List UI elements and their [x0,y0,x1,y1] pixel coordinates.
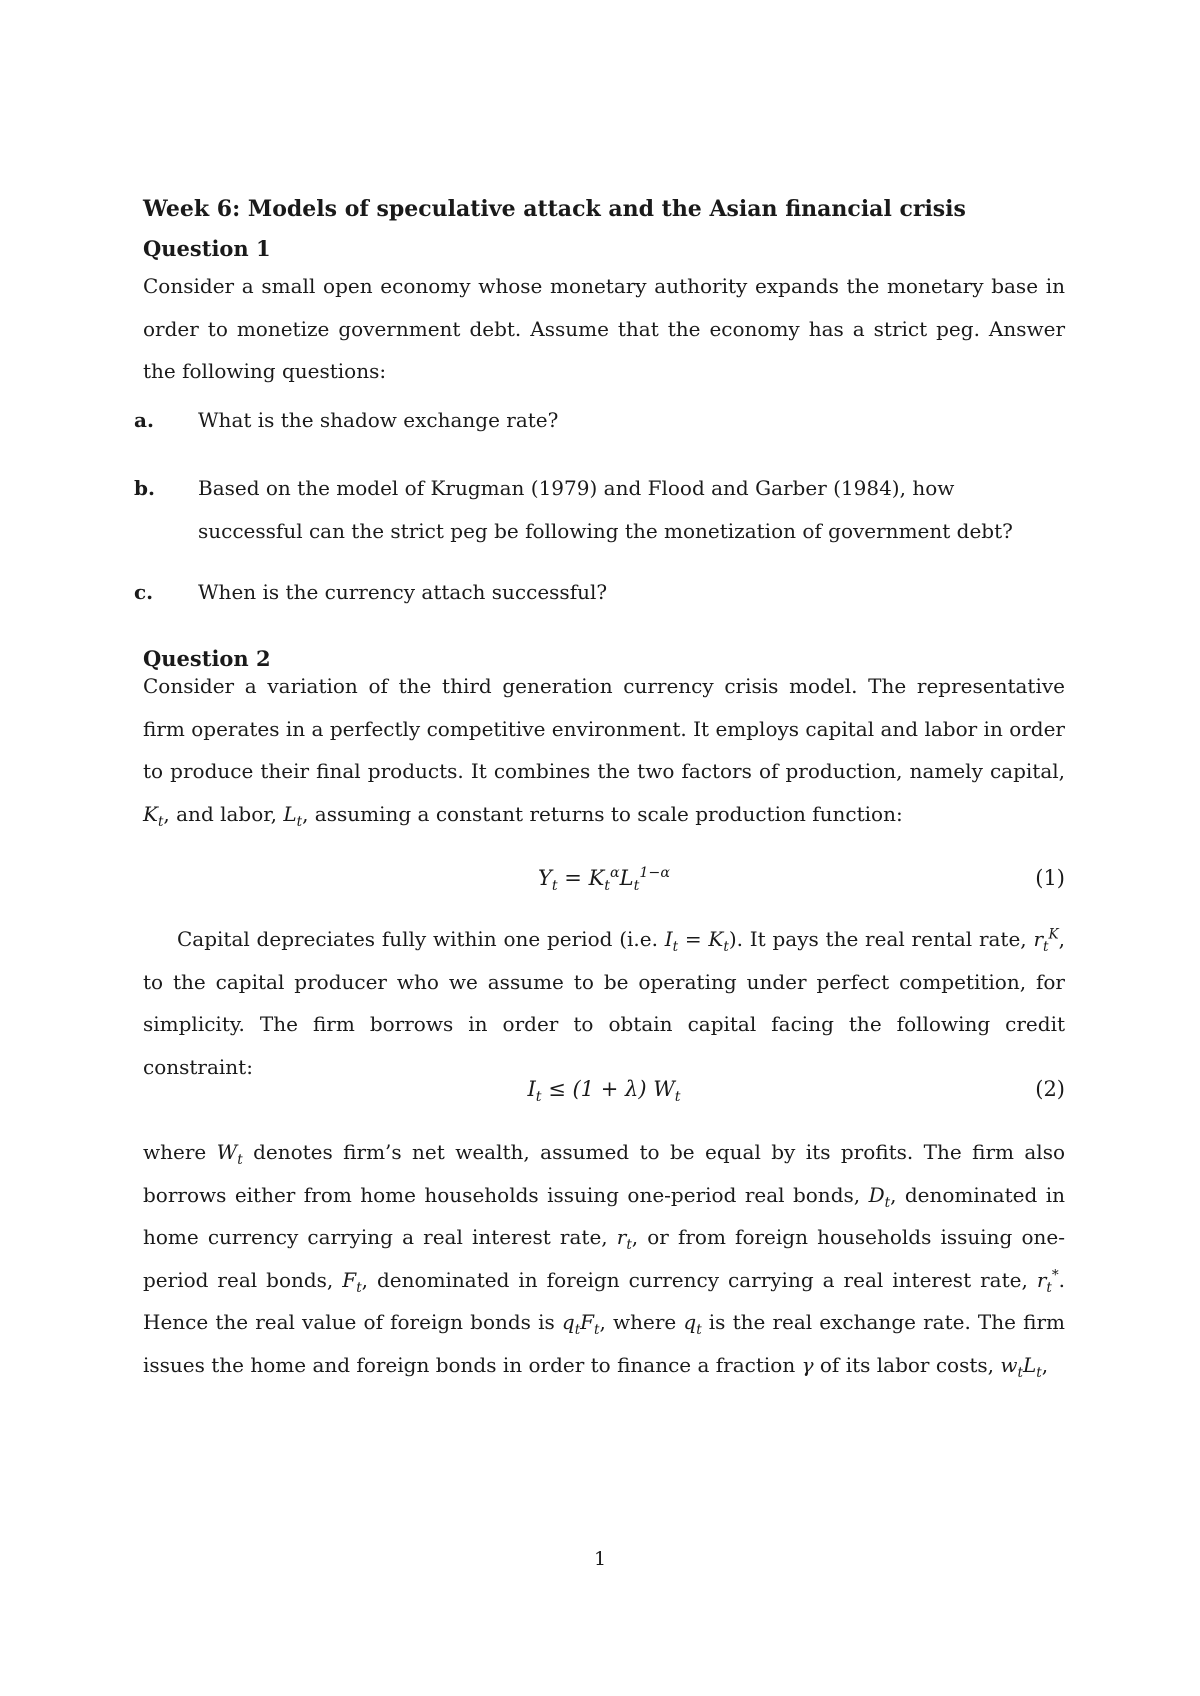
list-item-label: a. [134,408,154,432]
list-item-text: When is the currency attach successful? [198,580,608,604]
equation-number: (2) [1035,1077,1065,1101]
equation-number: (1) [1035,866,1065,890]
list-item-b [134,467,1065,552]
page-title: Week 6: Models of speculative attack and the Asian financial crisis [143,196,966,222]
list-item-label: b. [134,476,155,500]
page-number: 1 [593,1548,607,1570]
question-2-paragraph-3: where $W_t$ denotes firm’s net wealth, assumed to be equal by its profits. The firm also borrows either from home households issuing one-period real bonds, $D_t$, denominated in home currency carrying a real interest rate, $r_t$, or from foreign households issuing one-period real bonds, $F_t$, denominated in foreign currency carrying a real interest rate, $r_t^*$. Hence the real value of foreign bonds is $q_tF_t$, where $q_t$ is the real exchange rate. The firm issues the home and foreign bonds in order to finance a fraction γ of its labor costs, $w_tL_t$, [143,1140,1066,1381]
list-item-a [134,399,1065,442]
equation-2 [143,1077,1065,1117]
equation-1 [143,866,1065,906]
question-2-heading: Question 2 [143,646,271,671]
question-1-heading: Question 1 [143,236,271,261]
list-item-label: c. [134,580,154,604]
credit-constraint: $I_t \le (1 + \lambda)$ $W_t$ [527,1077,681,1106]
question-2-paragraph-2: Capital depreciates fully within one period (i.e. $I_t = K_t$). It pays the real rental rate, $r_t^K$, to the capital producer who we assume to be operating under perfect competition, for simplicity. The firm borrows in order to obtain capital facing the following credit constraint: [143,926,1065,1079]
list-item-text: Based on the model of Krugman (1979) and Flood and Garber (1984), how successful can the strict peg be following the monetization of government debt? [198,476,1013,543]
question-2-paragraph-1: Consider a variation of the third generation currency crisis model. The representative firm operates in a perfectly competitive environment. It employs capital and labor in order to produce their final products. It combines the two factors of production, namely capital, $K_t$, and labor, $L_t$, assuming a constant returns to scale production function: [143,674,1065,830]
list-item-text: What is the shadow exchange rate? [198,408,559,432]
question-1-intro: Consider a small open economy whose monetary authority expands the monetary base in order to monetize government debt. Assume that the economy has a strict peg. Answer the following questions: [143,274,1065,383]
list-item-c [134,571,1065,614]
production-function: $Y_t = K_t^\alpha L_t^{1-\alpha}$ [537,865,670,895]
